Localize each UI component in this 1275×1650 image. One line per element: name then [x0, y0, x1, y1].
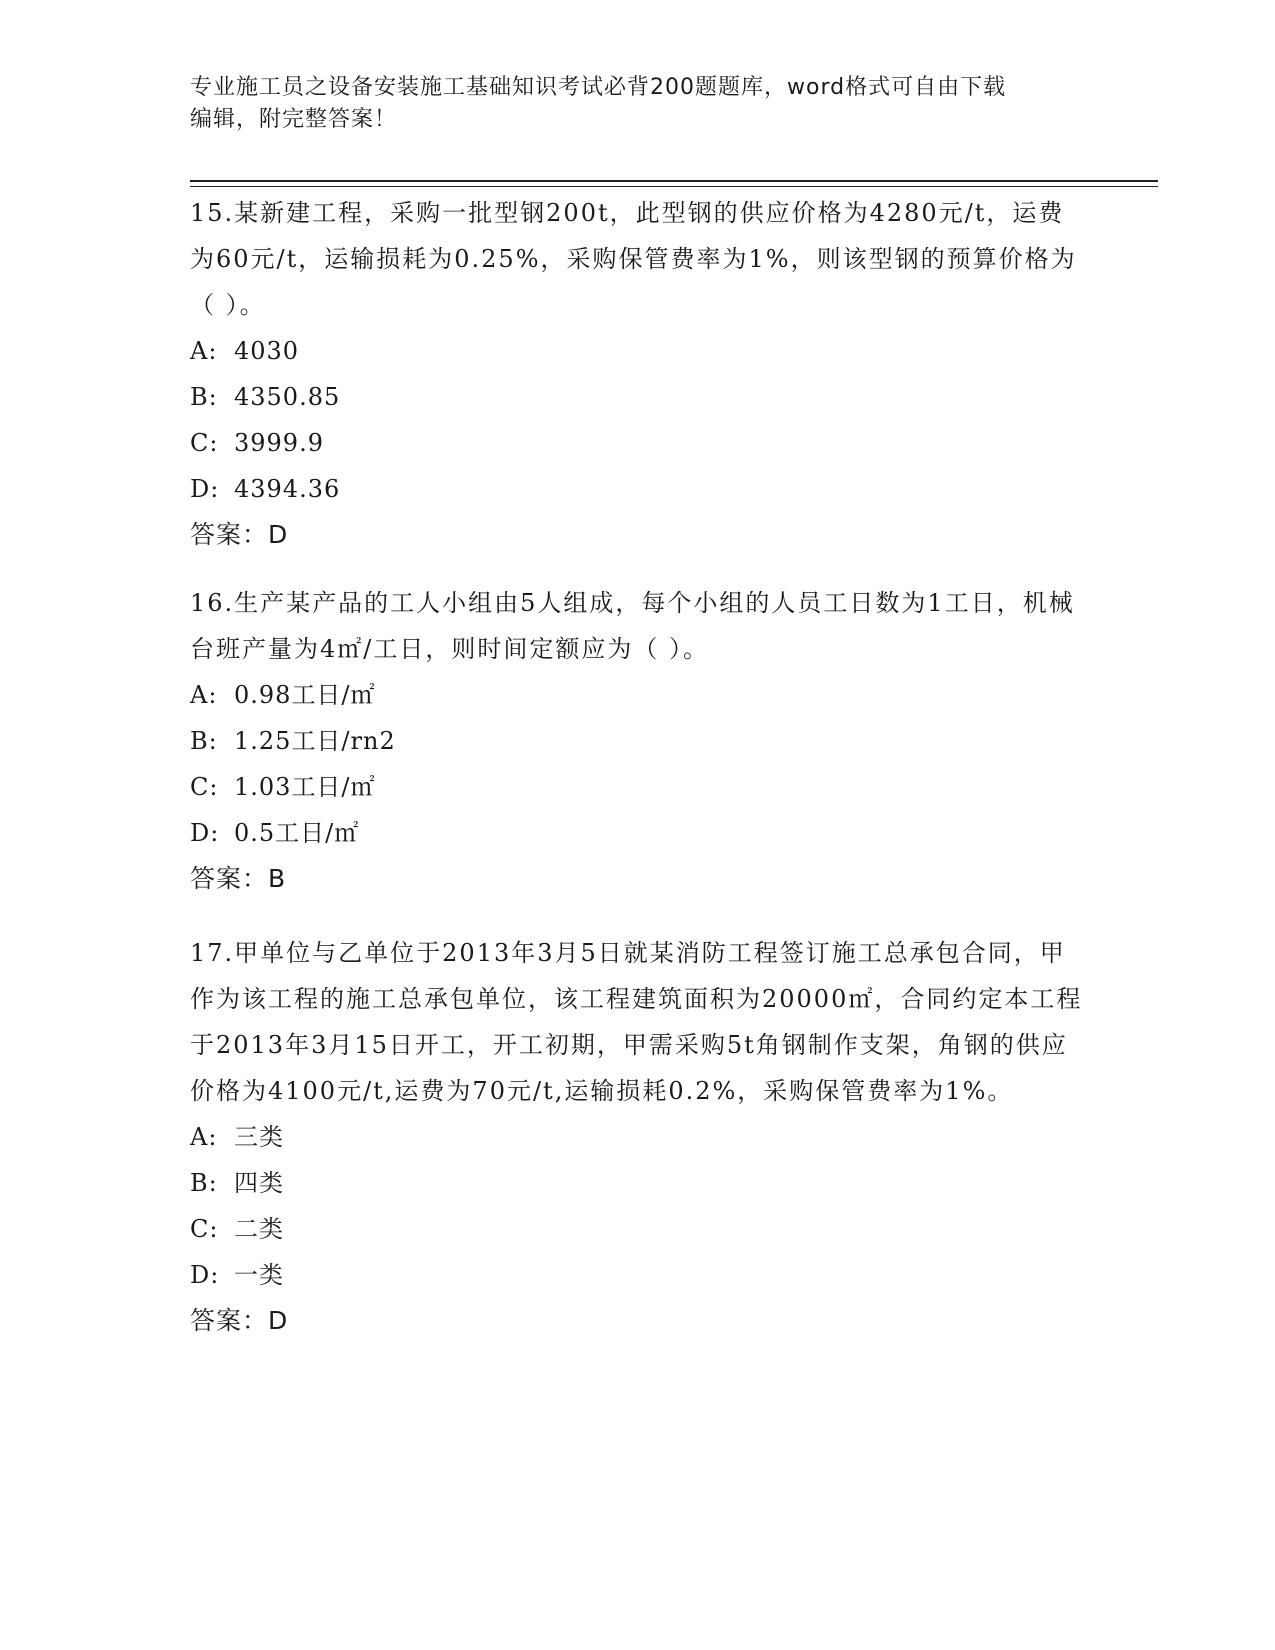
option-d	[190, 1252, 1090, 1298]
answer-label: 答案：B	[190, 864, 287, 893]
option-text: 3999.9	[234, 429, 324, 457]
option-letter: A:	[190, 1123, 218, 1151]
question-15	[190, 190, 1090, 558]
option-text: 0.5工日/㎡	[234, 819, 360, 847]
option-letter: A:	[190, 681, 218, 709]
option-letter: C:	[190, 773, 219, 801]
option-text: 1.03工日/㎡	[234, 773, 376, 801]
option-b	[190, 1160, 1090, 1206]
question-stem: 16.生产某产品的工人小组由5人组成，每个小组的人员工日数为1工日，机械台班产量为4㎡/工日，则时间定额应为（ ）。	[190, 589, 1075, 663]
option-letter: C:	[190, 429, 219, 457]
option-letter: A:	[190, 337, 218, 365]
option-b	[190, 718, 1090, 764]
option-text: 四类	[234, 1169, 284, 1197]
question-stem: 17.甲单位与乙单位于2013年3月5日就某消防工程签订施工总承包合同，甲作为该工程的施工总承包单位，该工程建筑面积为20000㎡，合同约定本工程于2013年3月15日开工，开工初期，甲需采购5t角钢制作支架，角钢的供应价格为4100元/t,运费为70元/t,运输损耗0.2%，采购保管费率为1%。	[190, 939, 1083, 1105]
header-title-line2: 编辑，附完整答案！	[190, 107, 398, 132]
option-letter: B:	[190, 727, 218, 755]
answer-label: 答案：D	[190, 1306, 289, 1335]
header-divider-thick	[190, 180, 1158, 182]
option-d	[190, 466, 1090, 512]
option-letter: C:	[190, 1215, 219, 1243]
answer-label: 答案：D	[190, 520, 289, 549]
option-letter: D:	[190, 1261, 220, 1289]
option-letter: B:	[190, 1169, 218, 1197]
option-c	[190, 420, 1090, 466]
option-a	[190, 328, 1090, 374]
option-letter: D:	[190, 475, 220, 503]
option-c	[190, 1206, 1090, 1252]
option-a	[190, 672, 1090, 718]
option-letter: D:	[190, 819, 220, 847]
option-d	[190, 810, 1090, 856]
option-text: 4394.36	[234, 475, 341, 503]
option-c	[190, 764, 1090, 810]
option-text: 一类	[234, 1261, 284, 1289]
option-b	[190, 374, 1090, 420]
option-letter: B:	[190, 383, 218, 411]
option-text: 4350.85	[234, 383, 341, 411]
option-text: 二类	[234, 1215, 284, 1243]
header-divider-thin	[190, 186, 1158, 187]
question-16	[190, 580, 1090, 902]
document-header	[190, 72, 1090, 136]
question-stem: 15.某新建工程，采购一批型钢200t，此型钢的供应价格为4280元/t，运费为60元/t，运输损耗为0.25%，采购保管费率为1%，则该型钢的预算价格为（ ）。	[190, 199, 1077, 319]
option-text: 4030	[234, 337, 300, 365]
header-title-line1: 专业施工员之设备安装施工基础知识考试必背200题题库，word格式可自由下载	[190, 75, 1007, 100]
option-text: 0.98工日/㎡	[234, 681, 376, 709]
question-17	[190, 930, 1090, 1344]
option-text: 1.25工日/rn2	[234, 727, 396, 755]
option-a	[190, 1114, 1090, 1160]
option-text: 三类	[234, 1123, 284, 1151]
